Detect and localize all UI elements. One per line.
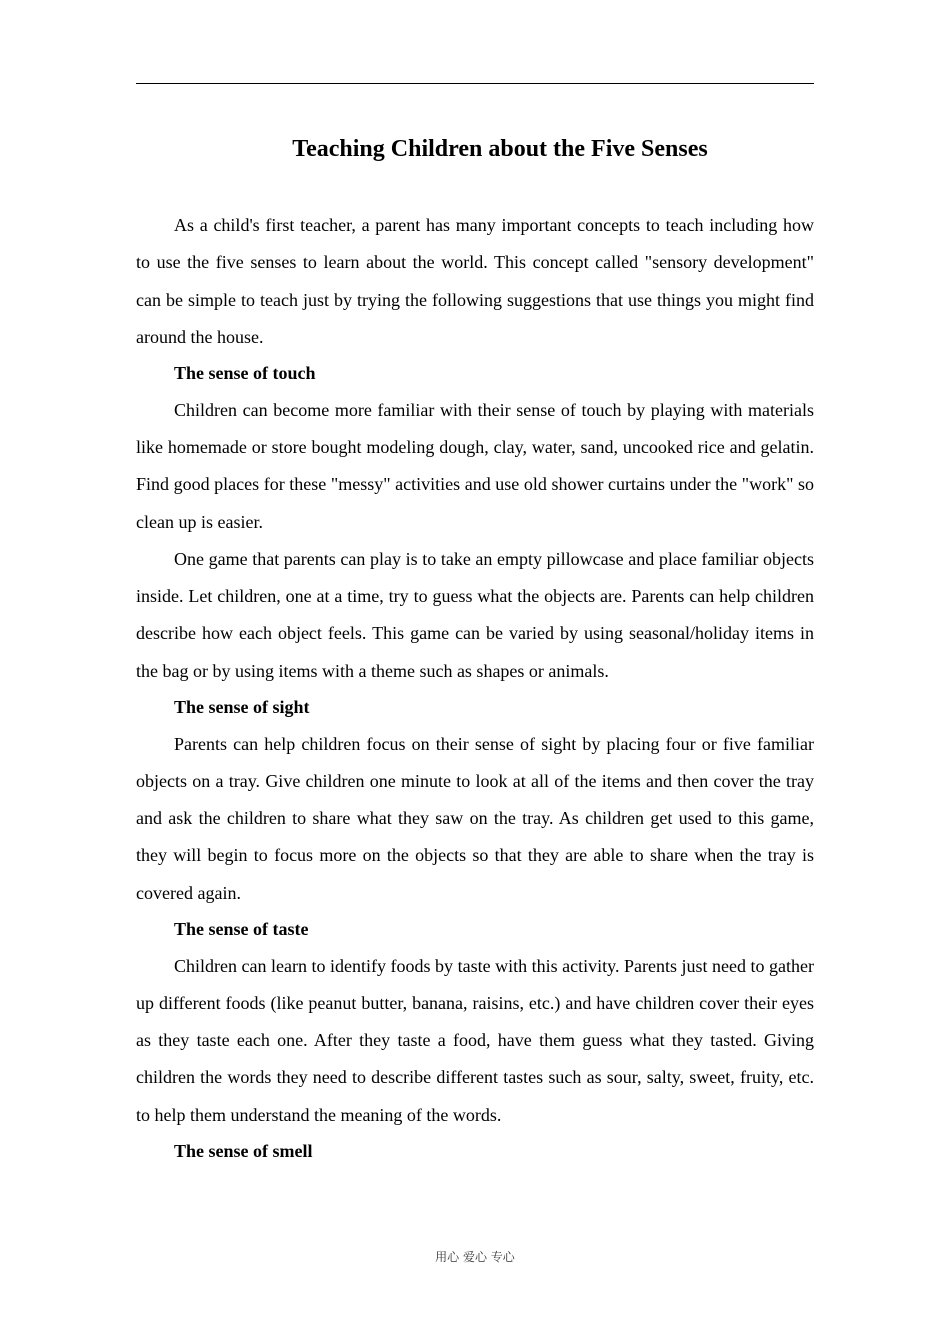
heading-smell: The sense of smell — [174, 1141, 313, 1162]
document-title: Teaching Children about the Five Senses — [292, 136, 708, 162]
page-footer: 用心 爱心 专心 — [435, 1250, 515, 1264]
touch-paragraph-1: Children can become more familiar with their sense of touch by playing with materials like homemade or store bought modeling dough, clay, water, sand, uncooked rice and gelatin. Find good places for these "messy" activities and use old shower curtains under the "work" so clean up is easier. — [136, 399, 814, 532]
taste-paragraph: Children can learn to identify foods by taste with this activity. Parents just need to gather up different foods (like peanut butter, banana, raisins, etc.) and have children cover their eyes as they taste each one. After they taste a food, have them guess what they tasted. Giving children the words they need to describe different tastes such as sour, salty, sweet, fruity, etc. to help them understand the meaning of the words. — [136, 955, 814, 1125]
intro-paragraph: As a child's first teacher, a parent has many important concepts to teach including how to use the five senses to learn about the world. This concept called "sensory development" can be simple to teach just by trying the following suggestions that use things you might find around the house. — [136, 215, 814, 347]
heading-sight: The sense of sight — [174, 697, 310, 718]
header-rule — [136, 83, 814, 84]
document-body — [136, 207, 814, 1170]
touch-paragraph-2: One game that parents can play is to take an empty pillowcase and place familiar objects inside. Let children, one at a time, try to guess what the objects are. Parents can help children describe how each object feels. This game can be varied by using seasonal/holiday items in the bag or by using items with a theme such as shapes or animals. — [136, 548, 814, 681]
sight-paragraph: Parents can help children focus on their sense of sight by placing four or five familiar objects on a tray. Give children one minute to look at all of the items and then cover the tray and ask the children to share what they saw on the tray. As children get used to this game, they will begin to focus more on the objects so that they are able to share when the tray is covered again. — [136, 733, 814, 903]
heading-taste: The sense of taste — [174, 919, 309, 940]
heading-touch: The sense of touch — [174, 363, 316, 384]
